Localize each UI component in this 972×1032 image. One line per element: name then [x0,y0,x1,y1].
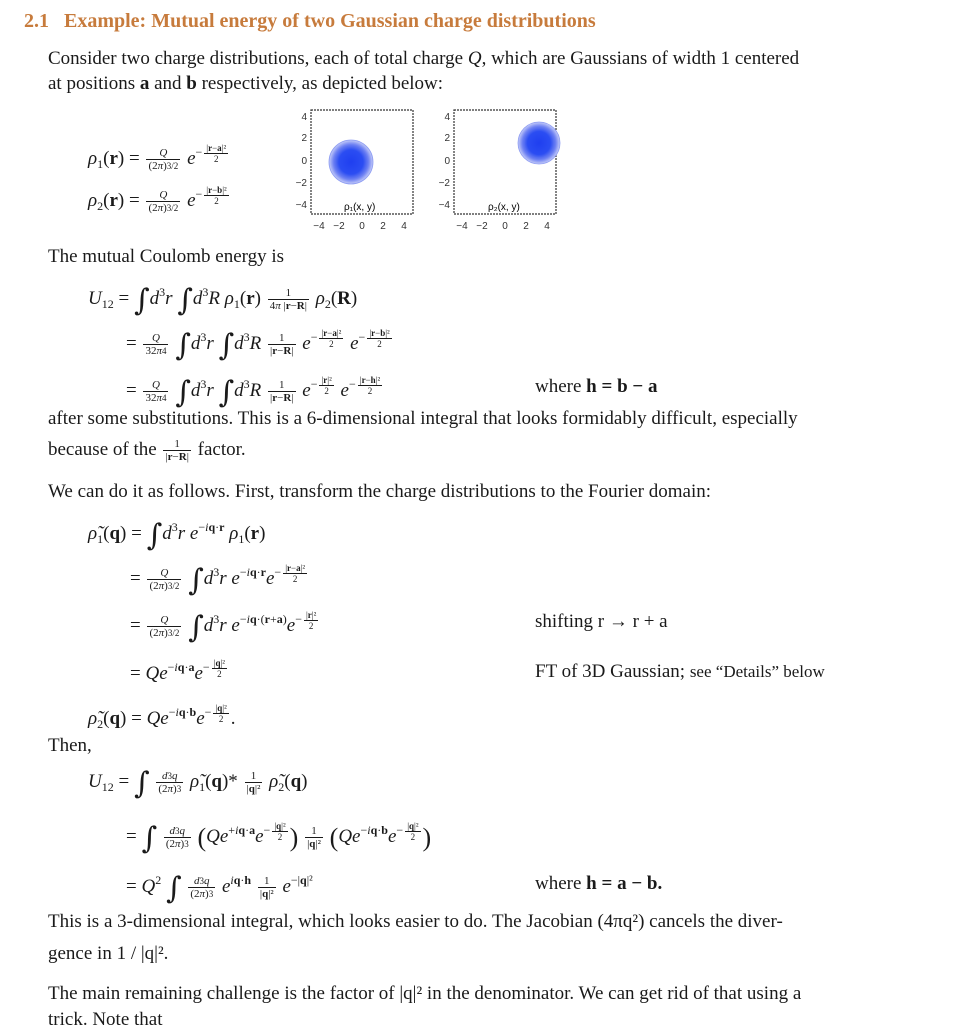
plot2-label: ρ₂(x, y) [488,202,520,213]
intro-text: Consider two charge distributions, each of total charge [48,48,464,69]
plot2-xtick: −2 [476,221,488,232]
intro-text: at positions [48,73,136,94]
plot1-xtick: 2 [380,221,386,232]
h-definition: h = b − a [586,376,658,397]
intro-and: and [154,73,182,94]
u12-fourier-eq-2: = ∫ $\frac{d3q}{(2\pi)3}$ ($Qe^{+iq\cdot a}e^{- \frac{\text{|q|²}}{2}}$ ) $\frac{1}{\text{|q|²}}$ ($Qe^{-iq\cdot b}e^{- \frac{\text{|q|²}}{2}}$ ) [126,820,432,856]
plot2-xtick: 0 [502,221,508,232]
jacobian-line-1: This is a 3-dimensional integral, which looks easier to do. The Jacobian (4πq²) cancels the diver- [48,911,783,932]
rho1-tilde-eq-4: = $Qe^{-iq\cdot a}e^{- \frac{\text{|q|²}}{2}}$ [130,657,225,684]
u12-fourier-eq-3: = $Q^2$ ∫ $\frac{d3q}{(2\pi)3}$ $e^{iq\cdot h}$ $\frac{1}{\text{|q|²}}$ $e^{-|q|^2}$ [126,871,313,906]
section-heading [24,10,596,33]
plot1-xtick: 4 [401,221,407,232]
ft-note-main: FT of 3D Gaussian; [535,661,686,682]
plot1-ytick: 2 [301,133,307,144]
plot1-xtick: 0 [359,221,365,232]
plot2-xtick: −4 [456,221,468,232]
main-challenge-line-2: trick. Note that [48,1009,163,1030]
plot1-xtick: −4 [313,221,325,232]
vec-a: a [139,73,150,94]
plot2-ytick: −2 [438,178,450,189]
where-h-note-1 [535,375,657,399]
plot2-ytick: 0 [444,156,450,167]
after-line-2: because of the $\frac{1}{|r-R|}$ factor. [48,438,246,464]
plot2-ytick: −4 [438,200,450,211]
vec-b: b [186,73,197,94]
plot-rho1 [296,110,413,232]
rho2-definition: $\rho_2(r)$ = $\frac{Q}{(2\pi)3/2}$ $e^{- \frac{\text{|r−b|²}}{2}}$ [88,184,227,215]
intro-text-tail: , which are Gaussians of width 1 centered [481,48,800,69]
after-text-tail: factor. [197,439,246,460]
rho2-tilde-eq: $\rhõ_2(q) = Qe^{-iq\cdot b}e^{- \frac{\text{|q|²}}{2}}$ . [88,702,236,731]
where-word: where [535,873,582,894]
then-text: Then, [48,735,92,756]
ft-note [535,660,825,684]
section-number: 2.1 [24,10,49,32]
intro-line-2 [48,72,443,96]
plot1-ytick: 0 [301,156,307,167]
where-h-note-2 [535,872,662,896]
plot2-ytick: 4 [444,112,450,123]
u12-eq-1: $U_{12} = \int d^3r$ $\int d^3R$ $\rho_1(r)$ $\frac{1}{4\pi |r-R|}$ $\rho_2(R)$ [88,283,358,318]
plot1-label: ρ₁(x, y) [344,202,376,213]
plot1-ytick: −4 [295,200,307,211]
main-challenge-line-1: The main remaining challenge is the factor of |q|² in the denominator. We can get rid of that using a [48,983,802,1004]
plot1-xtick: −2 [333,221,345,232]
var-Q: Q [467,48,482,69]
u12-eq-2: = $\frac{Q}{32\pi 4}$ $\int d^3r$ $\int d^3R$ $\frac{1}{|r-R|}$ $e^{- \frac{\text{|r−a|²}}{2}}$ $e^{- \frac{\text{|r−b|²}}{2}}$ [126,327,390,363]
gaussian-plots [286,106,566,234]
jacobian-line-2: gence in 1 / |q|². [48,943,169,964]
plot2-xtick: 4 [544,221,550,232]
rho1-definition: $\rho_1(r)$ = $\frac{Q}{(2\pi)3/2}$ $e^{- \frac{\text{|r−a|²}}{2}}$ [88,142,227,173]
rho1-tilde-eq-1: $\rhõ_1(q) = \int d^3r$ $e^{-iq\cdot r}$ $\rho_1(r)$ [88,518,266,553]
u12-fourier-eq-1: $U_{12}$ = ∫ $\frac{d3q}{(2\pi)3}$ $\rhõ_1(q)*$ $\frac{1}{\text{|q|²}}$ $\rhõ_2(q)$ [88,766,308,801]
plot1-ytick: 4 [301,112,307,123]
shifting-note: shifting r → r + a [535,611,668,632]
plot2-xtick: 2 [523,221,529,232]
after-text: because of the [48,439,157,460]
plot-rho2 [439,110,560,232]
plot2-ytick: 2 [444,133,450,144]
mutual-energy-text: The mutual Coulomb energy is [48,246,285,267]
intro-tail: respectively, as depicted below: [201,73,444,94]
where-word: where [535,376,582,397]
ft-note-details: see “Details” below [689,662,825,681]
section-title: Example: Mutual energy of two Gaussian charge distributions [64,10,596,32]
rho1-tilde-eq-3: = $\frac{Q}{(2\pi)3/2}$ $\int d^3r$ $e^{-iq\cdot(r+a)}e^{- \frac{\text{|r|²}}{2}}$ [130,609,317,645]
u12-eq-3: = $\frac{Q}{32\pi 4}$ $\int d^3r$ $\int d^3R$ $\frac{1}{|r-R|}$ $e^{- \frac{\text{|r|²}}{2}}$ $e^{- \frac{\text{|r−h|²}}{2}}$ [126,374,381,410]
plot1-ytick: −2 [295,178,307,189]
after-line-1: after some substitutions. This is a 6-dimensional integral that looks formidably difficult, especially [48,408,798,429]
rho1-tilde-eq-2: = $\frac{Q}{(2\pi)3/2}$ $\int d^3r$ $e^{-iq\cdot r}e^{- \frac{\text{|r−a|²}}{2}}$ [130,562,306,598]
h-definition: h = a − b. [586,873,663,894]
fourier-intro: We can do it as follows. First, transform the charge distributions to the Fourier domain: [48,481,712,502]
intro-line-1 [48,47,799,71]
